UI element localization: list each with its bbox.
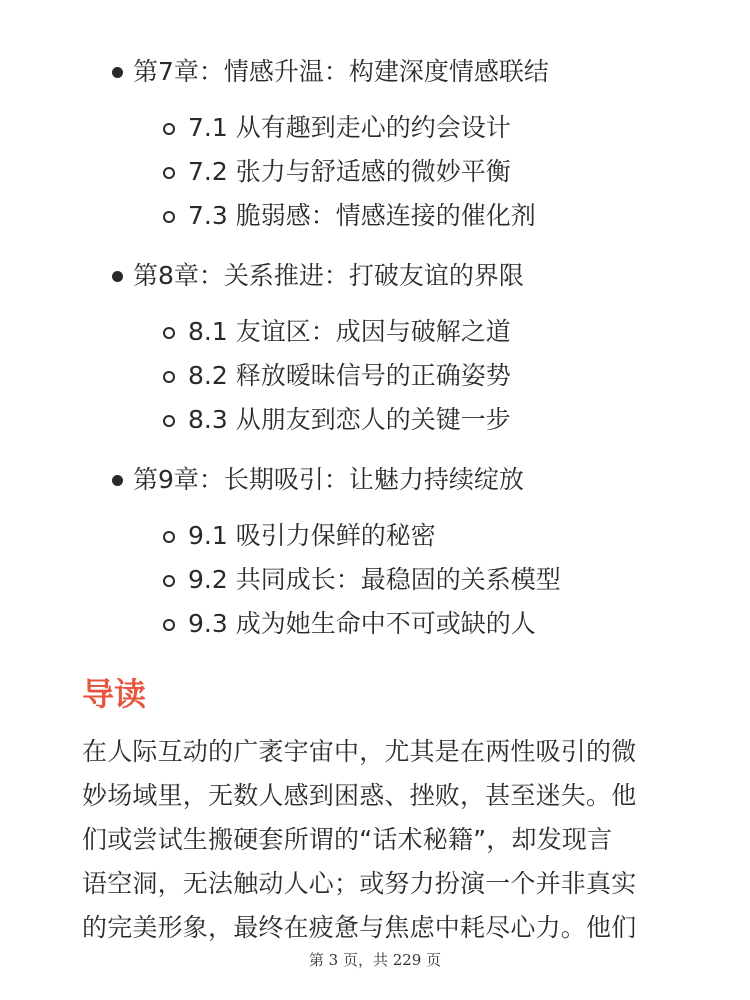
page-number-label: 第 3 页，共 229 页 xyxy=(308,951,442,969)
bullet-dot-icon xyxy=(112,271,123,282)
section-title: 9.2 共同成长：最稳固的关系模型 xyxy=(188,565,561,594)
paragraph-line: 们或尝试生搬硬套所谓的“话术秘籍”，却发现言 xyxy=(82,825,613,854)
paragraph-line: 的完美形象，最终在疲惫与焦虑中耗尽心力。他们 xyxy=(82,913,637,942)
toc-section-8-1[interactable] xyxy=(0,310,750,354)
toc-chapter-8[interactable] xyxy=(0,256,750,296)
toc-section-7-2[interactable] xyxy=(0,150,750,194)
bullet-circle-icon xyxy=(163,371,175,383)
toc-chapter-7[interactable] xyxy=(0,52,750,92)
paragraph-line: 妙场域里，无数人感到困惑、挫败，甚至迷失。他 xyxy=(82,781,637,810)
toc-chapter-9[interactable] xyxy=(0,460,750,500)
bullet-dot-icon xyxy=(112,67,123,78)
chapter-title: 第9章：长期吸引：让魅力持续绽放 xyxy=(133,465,524,494)
toc-section-8-2[interactable] xyxy=(0,354,750,398)
toc-section-7-3[interactable] xyxy=(0,194,750,238)
chapter-8-sections xyxy=(0,310,750,442)
section-title: 7.3 脆弱感：情感连接的催化剂 xyxy=(188,201,536,230)
section-title: 9.1 吸引力保鲜的秘密 xyxy=(188,521,436,550)
intro-heading: 导读 xyxy=(82,675,147,713)
section-title: 7.1 从有趣到走心的约会设计 xyxy=(188,113,511,142)
bullet-circle-icon xyxy=(163,415,175,427)
bullet-circle-icon xyxy=(163,575,175,587)
page-footer xyxy=(0,948,750,972)
chapter-9-sections xyxy=(0,514,750,646)
paragraph-line: 在人际互动的广袤宇宙中，尤其是在两性吸引的微 xyxy=(82,737,637,766)
toc-section-7-1[interactable] xyxy=(0,106,750,150)
chapter-title: 第8章：关系推进：打破友谊的界限 xyxy=(133,261,524,290)
table-of-contents xyxy=(0,52,750,664)
chapter-7-sections xyxy=(0,106,750,238)
section-title: 8.1 友谊区：成因与破解之道 xyxy=(188,317,511,346)
toc-section-9-3[interactable] xyxy=(0,602,750,646)
toc-section-9-1[interactable] xyxy=(0,514,750,558)
intro-paragraph xyxy=(82,730,672,950)
bullet-dot-icon xyxy=(112,475,123,486)
bullet-circle-icon xyxy=(163,531,175,543)
bullet-circle-icon xyxy=(163,123,175,135)
section-title: 9.3 成为她生命中不可或缺的人 xyxy=(188,609,536,638)
section-title: 8.3 从朋友到恋人的关键一步 xyxy=(188,405,511,434)
bullet-circle-icon xyxy=(163,211,175,223)
section-title: 8.2 释放暧昧信号的正确姿势 xyxy=(188,361,511,390)
bullet-circle-icon xyxy=(163,327,175,339)
paragraph-line: 语空洞，无法触动人心；或努力扮演一个并非真实 xyxy=(82,869,637,898)
section-title: 7.2 张力与舒适感的微妙平衡 xyxy=(188,157,511,186)
chapter-title: 第7章：情感升温：构建深度情感联结 xyxy=(133,57,549,86)
toc-section-8-3[interactable] xyxy=(0,398,750,442)
bullet-circle-icon xyxy=(163,167,175,179)
bullet-circle-icon xyxy=(163,619,175,631)
toc-section-9-2[interactable] xyxy=(0,558,750,602)
